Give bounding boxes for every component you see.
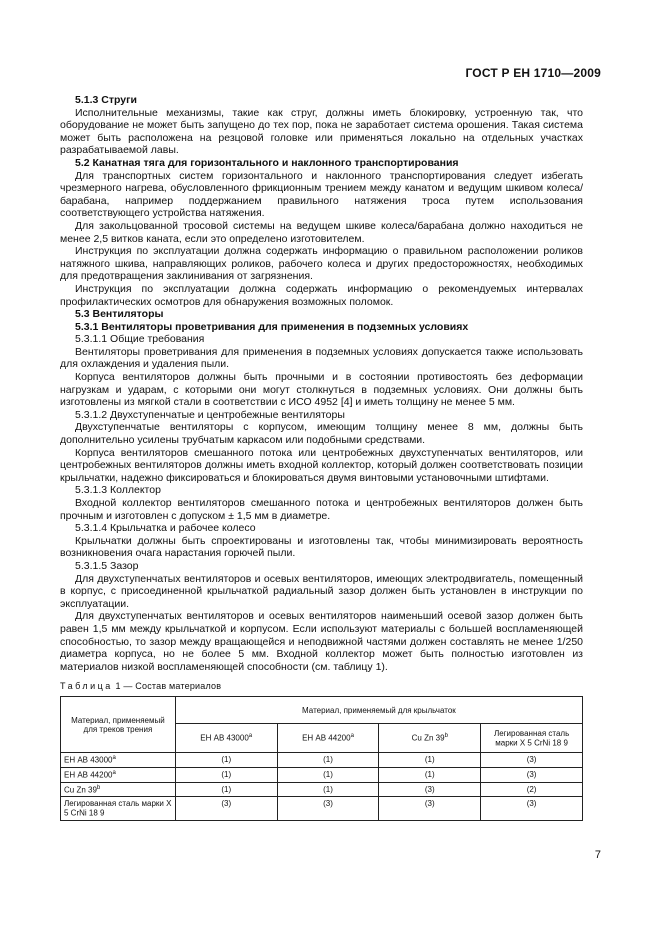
- table-row-label: [61, 797, 176, 821]
- section-5-3-heading: 5.3 Вентиляторы: [75, 308, 164, 321]
- column-header-label: Cu Zn 39: [411, 734, 445, 744]
- section-5-1-3-heading: 5.1.3 Струги: [75, 94, 137, 106]
- table-cell: (3): [481, 767, 583, 782]
- section-5-3-1-1-paragraph-2: Корпуса вентиляторов должны быть прочными и в состоянии противостоять без деформации нагрузкам и ударам, с которыми они могут столкнуться в подземных условиях. Они должны быть изготовлены из мягкой стали в соответствии с ИСО 4952 [4] и иметь толщину не менее 5 мм.: [60, 371, 583, 409]
- section-5-2-paragraph-1: Для транспортных систем горизонтального и наклонного транспортирования следует избегать чрезмерного нагрева, обусловленного фрикционным трением между канатом и ведущим шкивом колеса/барабана, например поддержанием правильного натяжения троса путем использования соответствующего устройства натяжения.: [60, 169, 583, 220]
- table-cell: (1): [175, 782, 277, 797]
- materials-table: [60, 696, 583, 821]
- table-cell: (1): [277, 753, 379, 768]
- column-header-footnote-mark: a: [248, 733, 253, 740]
- section-5-3-1-3-heading: 5.3.1.3 Коллектор: [75, 484, 161, 497]
- section-5-3-1-1-paragraph-1: Вентиляторы проветривания для применения в подземных условиях допускается также использовать для охлаждения и удаления пыли.: [60, 345, 583, 371]
- row-label-text: ЕН АВ 44200: [64, 770, 113, 780]
- section-5-2-paragraph-2: Для закольцованной тросовой системы на ведущем шкиве колеса/барабана должно находиться не менее 2,5 витков каната, если это определено изготовителем.: [60, 219, 583, 245]
- page-content: [60, 94, 583, 821]
- document-code: ГОСТ Р ЕН 1710—2009: [465, 66, 601, 80]
- table-cell: (1): [277, 782, 379, 797]
- table-cell: (3): [481, 753, 583, 768]
- section-5-3-1-2-paragraph-1: Двухступенчатые вентиляторы с корпусом, имеющим толщину менее 8 мм, должны быть дополнительно усилены трубчатым каркасом или подобными средствами.: [60, 421, 583, 447]
- table-column-header: [175, 724, 277, 753]
- table-row-label: [61, 767, 176, 782]
- section-5-2-heading: 5.2 Канатная тяга для горизонтального и наклонного транспортирования: [75, 156, 459, 169]
- row-label-text: Легированная сталь марки Х 5 CrNi 18 9: [64, 799, 172, 818]
- table-row-header: Материал, применяемый для треков трения: [61, 697, 176, 753]
- table-cell: (3): [175, 797, 277, 821]
- table-cell: (2): [481, 782, 583, 797]
- table-column-header: [481, 724, 583, 753]
- row-label-footnote-mark: b: [96, 784, 101, 791]
- table-cell: (3): [379, 797, 481, 821]
- table-column-header: [277, 724, 379, 753]
- table-row-label: [61, 753, 176, 768]
- table-column-header: [379, 724, 481, 753]
- row-label-footnote-mark: a: [112, 769, 116, 776]
- section-5-3-1-5-paragraph-2: Для двухступенчатых вентиляторов и осевых вентиляторов наименьший осевой зазор должен быть равен 1,5 мм между крыльчаткой и корпусом. Если используют материалы с большей воспламеняющей способностью, то зазор между вращающейся и неподвижной частями должен составлять не менее 1/250 диаметра корпуса, но не более 5 мм. Входной коллектор может быть полностью изготовлен из материалов низкой воспламеняющей способности (см. таблицу 1).: [60, 610, 583, 673]
- section-5-1-3-paragraph: Исполнительные механизмы, такие как струг, должны иметь блокировку, устроенную так, что оборудование не может быть запущено до тех пор, пока не заработает система орошения. Такая система может быть расположена на резцовой головке или применяться локально на отдельных участках разрабатываемой лавы.: [60, 106, 583, 157]
- row-label-text: ЕН АВ 43000: [64, 755, 113, 765]
- table-row: [61, 753, 583, 768]
- section-5-3-1-heading: 5.3.1 Вентиляторы проветривания для применения в подземных условиях: [75, 320, 469, 333]
- section-5-3-1-1-heading: 5.3.1.1 Общие требования: [75, 333, 205, 346]
- row-label-footnote-mark: a: [112, 755, 116, 762]
- table-caption-title: 1 — Состав материалов: [112, 681, 222, 692]
- table-row-label: [61, 782, 176, 797]
- section-5-3-1-2-heading: 5.3.1.2 Двухступенчатые и центробежные вентиляторы: [75, 408, 345, 421]
- section-5-3-1-4-heading: 5.3.1.4 Крыльчатка и рабочее колесо: [75, 522, 256, 535]
- table-cell: (1): [175, 767, 277, 782]
- column-header-footnote-mark: a: [350, 733, 354, 740]
- table-row: [61, 767, 583, 782]
- section-5-2-paragraph-4: Инструкция по эксплуатации должна содержать информацию о рекомендуемых интервалах профилактических осмотров для обнаружения возможных поломок.: [60, 282, 583, 308]
- table-row: [61, 782, 583, 797]
- column-header-footnote-mark: b: [444, 733, 448, 740]
- section-5-3-1-5-heading: 5.3.1.5 Зазор: [75, 559, 139, 572]
- column-header-label: ЕН АВ 44200: [302, 734, 351, 744]
- column-header-label: ЕН АВ 43000: [200, 734, 249, 744]
- table-cell: (3): [481, 797, 583, 821]
- table-cell: (1): [379, 753, 481, 768]
- section-5-3-1-3-paragraph: Входной коллектор вентиляторов смешанного потока и центробежных вентиляторов должен быть прочным и изготовлен с допуском ± 1,5 мм в диаметре.: [60, 497, 583, 522]
- table-group-header: Материал, применяемый для крыльчаток: [175, 697, 582, 724]
- section-5-3-1-4-paragraph: Крыльчатки должны быть спроектированы и изготовлены так, чтобы минимизировать вероятность возникновения очага нарастания горючей пыли.: [60, 534, 583, 560]
- section-5-3-1-5-paragraph-1: Для двухступенчатых вентиляторов и осевых вентиляторов, имеющих электродвигатель, помещенный в корпус, с присоединенной крыльчаткой радиальный зазор должен быть установлен в инструкции по эксплуатации.: [60, 572, 583, 610]
- table-cell: (1): [379, 767, 481, 782]
- table-cell: (3): [379, 782, 481, 797]
- table-cell: (1): [175, 753, 277, 768]
- section-5-3-1-2-paragraph-2: Корпуса вентиляторов смешанного потока или центробежных двухступенчатых вентиляторов, или центробежных вентиляторов должны иметь входной коллектор, который должен соответствовать позиции крыльчатки, надежно фиксироваться и блокироваться двумя винтовыми установочными штифтами.: [60, 446, 583, 484]
- table-caption-word: Таблица: [60, 681, 113, 692]
- row-label-text: Cu Zn 39: [64, 785, 97, 795]
- table-row: [61, 797, 583, 821]
- section-5-2-paragraph-3: Инструкция по эксплуатации должна содержать информацию о правильном расположении роликов натяжного шкива, направляющих роликов, рабочего колеса и других предосторожностях, необходимых для предотвращения заклинивания от загрязнения.: [60, 245, 583, 283]
- table-caption: [60, 681, 583, 691]
- table-cell: (3): [277, 797, 379, 821]
- table-cell: (1): [277, 767, 379, 782]
- column-header-label: Легированная сталь марки Х 5 CrNi 18 9: [493, 728, 570, 748]
- page-number: 7: [594, 849, 601, 861]
